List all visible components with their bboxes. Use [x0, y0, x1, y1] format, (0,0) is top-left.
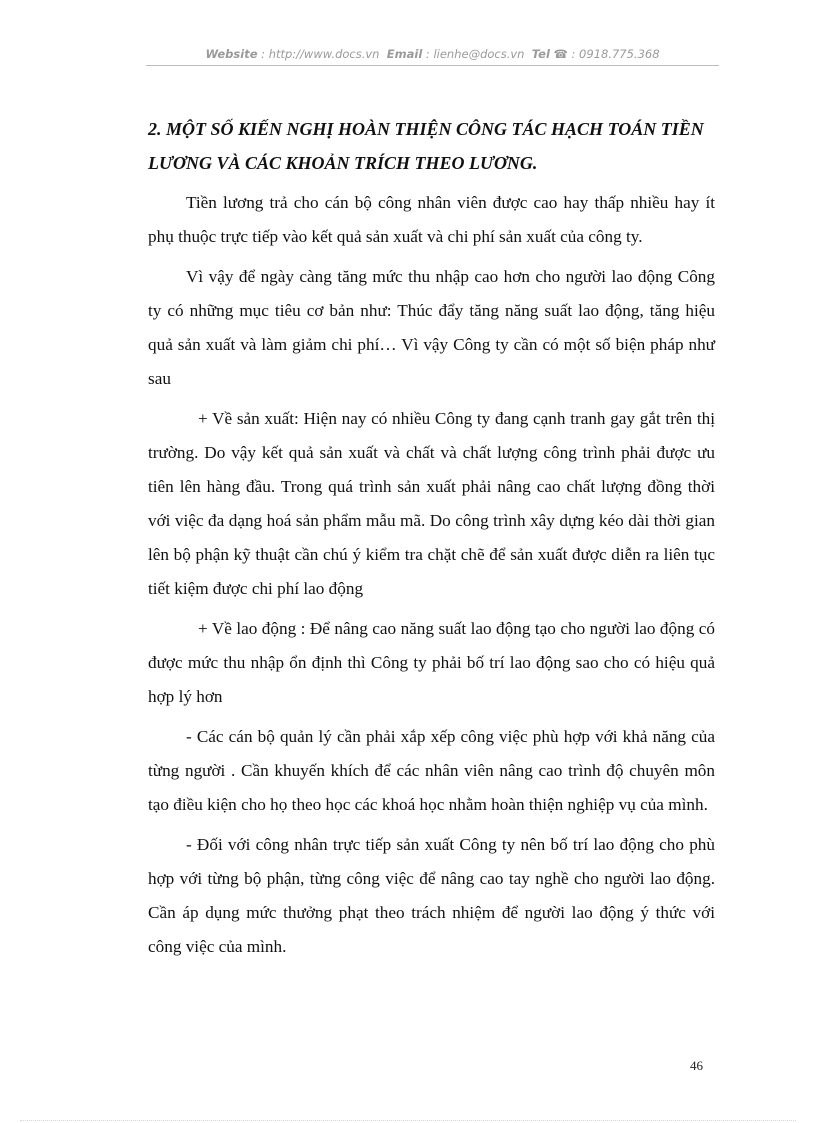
page-number: 46	[690, 1058, 703, 1073]
section-title: 2. MỘT SỐ KIẾN NGHỊ HOÀN THIỆN CÔNG TÁC HẠCH TOÁN TIỀN LƯƠNG VÀ CÁC KHOẢN TRÍCH THEO LƯƠNG.	[148, 119, 704, 173]
paragraph-workers: - Đối với công nhân trực tiếp sản xuất Công ty nên bố trí lao động cho phù hợp với từng bộ phận, từng công việc để nâng cao tay nghề cho người lao động. Cần áp dụng mức thưởng phạt theo trách nhiệm để người lao động ý thức với công việc của mình.	[148, 835, 715, 956]
page-header	[146, 47, 719, 61]
tel-value: ☎ : 0918.775.368	[549, 47, 660, 61]
paragraph-objectives: Vì vậy để ngày càng tăng mức thu nhập cao hơn cho người lao động Công ty có những mục tiêu cơ bản như: Thúc đẩy tăng năng suất lao động, tăng hiệu quả sản xuất và làm giảm chi phí… Vì vậy Công ty cần có một số biện pháp như sau	[148, 267, 715, 388]
email-value: : lienhe@docs.vn	[422, 47, 525, 61]
document-body	[148, 112, 715, 964]
paragraph-production: + Về sản xuất: Hiện nay có nhiều Công ty đang cạnh tranh gay gắt trên thị trường. Do vậy kết quả sản xuất và chất và chất lượng công trình phải được ưu tiên lên hàng đầu. Trong quá trình sản xuất phải nâng cao chất lượng đồng thời với việc đa dạng hoá sản phẩm mẫu mã. Do công trình xây dựng kéo dài thời gian lên bộ phận kỹ thuật cần chú ý kiểm tra chặt chẽ để sản xuất được diễn ra liên tục tiết kiệm được chi phí lao động	[148, 409, 715, 598]
website-label: Website	[205, 47, 258, 61]
website-value: : http://www.docs.vn	[257, 47, 380, 61]
tel-label: Tel	[531, 47, 550, 61]
paragraph-labor: + Về lao động : Để nâng cao năng suất lao động tạo cho người lao động có được mức thu nhập ổn định thì Công ty phải bố trí lao động sao cho có hiệu quả hợp lý hơn	[148, 619, 715, 706]
paragraph-managers: - Các cán bộ quản lý cần phải xắp xếp công việc phù hợp với khả năng của từng người . Cần khuyến khích để các nhân viên nâng cao trình độ chuyên môn tạo điều kiện cho họ theo học các khoá học nhằm hoàn thiện nghiệp vụ của mình.	[148, 727, 715, 814]
header-divider	[146, 65, 719, 66]
footer-divider	[20, 1120, 796, 1121]
email-label: Email	[386, 47, 423, 61]
paragraph-salary-intro: Tiền lương trả cho cán bộ công nhân viên được cao hay thấp nhiều hay ít phụ thuộc trực tiếp vào kết quả sản xuất và chi phí sản xuất của công ty.	[148, 193, 715, 246]
